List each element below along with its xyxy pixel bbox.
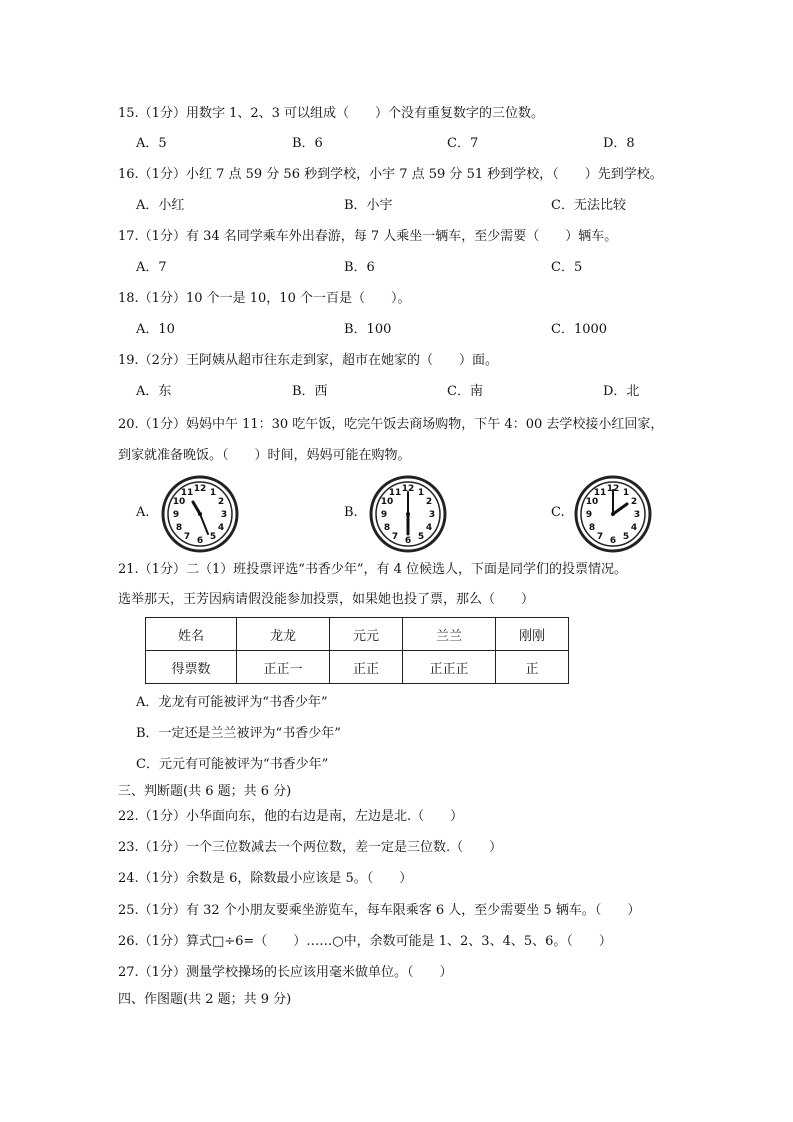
svg-text:7: 7 xyxy=(391,532,399,542)
clock-a-icon xyxy=(160,474,240,554)
svg-text:12: 12 xyxy=(401,484,415,494)
q15-option-d: D．8 xyxy=(603,136,635,151)
q15-option-b: B．6 xyxy=(292,136,323,151)
svg-text:10: 10 xyxy=(380,497,394,507)
q20-option-a: A. xyxy=(136,505,150,520)
q16-option-c: C．无法比较 xyxy=(551,198,626,213)
svg-text:3: 3 xyxy=(220,510,228,520)
svg-text:11: 11 xyxy=(388,488,402,498)
svg-text:5: 5 xyxy=(622,532,630,542)
q15-option-c: C．7 xyxy=(447,136,479,151)
q17-option-a: A．7 xyxy=(136,260,167,275)
question-26: 26.（1分）算式□÷6=（ ）……○中，余数可能是 1、2、3、4、5、6。（ ） xyxy=(118,934,612,949)
svg-text:6: 6 xyxy=(609,536,617,546)
q21-option-b: B．一定还是兰兰被评为“书香少年” xyxy=(136,726,341,741)
svg-text:2: 2 xyxy=(630,497,638,507)
section-3-heading: 三、判断题(共 6 题；共 6 分) xyxy=(118,784,292,799)
svg-text:1: 1 xyxy=(209,488,217,498)
table-header-row xyxy=(146,618,569,651)
table-cell: 得票数 xyxy=(146,651,237,684)
svg-text:4: 4 xyxy=(425,523,433,533)
svg-text:3: 3 xyxy=(428,510,436,520)
q15-option-a: A．5 xyxy=(136,136,167,151)
svg-text:7: 7 xyxy=(596,532,604,542)
svg-text:12: 12 xyxy=(606,484,620,494)
table-cell: 元元 xyxy=(330,618,403,651)
clock-b-icon xyxy=(368,474,448,554)
table-cell: 正正正 xyxy=(403,651,496,684)
clock-c-icon xyxy=(573,474,653,554)
svg-text:2: 2 xyxy=(425,497,433,507)
svg-text:10: 10 xyxy=(172,497,186,507)
question-22: 22.（1分）小华面向东，他的右边是南，左边是北.（ ） xyxy=(118,809,464,824)
question-21-line-2: 选举那天，王芳因病请假没能参加投票，如果她也投了票，那么（ ） xyxy=(118,592,535,607)
vote-table xyxy=(145,617,569,684)
q20-option-b: B. xyxy=(344,505,358,520)
svg-text:2: 2 xyxy=(217,497,225,507)
question-15: 15.（1分）用数字 1、2、3 可以组成（ ）个没有重复数字的三位数。 xyxy=(118,106,545,121)
svg-text:8: 8 xyxy=(588,523,596,533)
q17-option-b: B．6 xyxy=(344,260,375,275)
svg-text:8: 8 xyxy=(175,523,183,533)
svg-text:3: 3 xyxy=(633,510,641,520)
svg-text:11: 11 xyxy=(593,488,607,498)
svg-text:11: 11 xyxy=(180,488,194,498)
svg-text:5: 5 xyxy=(209,532,217,542)
svg-text:1: 1 xyxy=(417,488,425,498)
q21-option-a: A．龙龙有可能被评为“书香少年” xyxy=(136,695,328,710)
q17-option-c: C．5 xyxy=(551,260,583,275)
svg-text:1: 1 xyxy=(622,488,630,498)
question-16: 16.（1分）小红 7 点 59 分 56 秒到学校，小宇 7 点 59 分 51 秒到学校，（ ）先到学校。 xyxy=(118,167,663,182)
section-4-heading: 四、作图题(共 2 题；共 9 分) xyxy=(118,992,292,1007)
svg-text:10: 10 xyxy=(585,497,599,507)
q19-option-a: A．东 xyxy=(136,384,172,399)
table-cell: 正正一 xyxy=(237,651,330,684)
q21-option-c: C．元元有可能被评为“书香少年” xyxy=(136,757,329,772)
table-row xyxy=(146,651,569,684)
q18-option-b: B．100 xyxy=(344,322,392,337)
table-cell: 龙龙 xyxy=(237,618,330,651)
table-cell: 正正 xyxy=(330,651,403,684)
q16-option-b: B．小宇 xyxy=(344,198,393,213)
svg-text:6: 6 xyxy=(404,536,412,546)
question-20-line-2: 到家就准备晚饭。（ ）时间，妈妈可能在购物。 xyxy=(118,448,411,463)
question-25: 25.（1分）有 32 个小朋友要乘坐游览车，每车限乘客 6 人，至少需要坐 5 辆车。（ ） xyxy=(118,903,641,918)
q19-option-b: B．西 xyxy=(292,384,328,399)
question-19: 19.（2分）王阿姨从超市往东走到家，超市在她家的（ ）面。 xyxy=(118,353,498,368)
svg-text:4: 4 xyxy=(630,523,638,533)
question-27: 27.（1分）测量学校操场的长应该用毫米做单位。（ ） xyxy=(118,965,453,980)
question-17: 17.（1分）有 34 名同学乘车外出春游，每 7 人乘坐一辆车，至少需要（ ）辆车。 xyxy=(118,229,618,244)
svg-text:9: 9 xyxy=(172,510,180,520)
question-20-line-1: 20.（1分）妈妈中午 11：30 吃午饭，吃完午饭去商场购物，下午 4：00 去学校接小红回家， xyxy=(118,417,664,432)
svg-text:7: 7 xyxy=(183,532,191,542)
table-cell: 兰兰 xyxy=(403,618,496,651)
svg-text:6: 6 xyxy=(196,536,204,546)
question-21-line-1: 21.（1分）二（1）班投票评选“书香少年”，有 4 位候选人，下面是同学们的投票情况。 xyxy=(118,562,628,577)
table-cell: 姓名 xyxy=(146,618,237,651)
table-cell: 正 xyxy=(496,651,569,684)
q18-option-a: A．10 xyxy=(136,322,175,337)
q19-option-c: C．南 xyxy=(447,384,483,399)
question-23: 23.（1分）一个三位数减去一个两位数，差一定是三位数.（ ） xyxy=(118,840,503,855)
svg-text:5: 5 xyxy=(417,532,425,542)
q19-option-d: D．北 xyxy=(603,384,640,399)
question-18: 18.（1分）10 个一是 10，10 个一百是（ ）。 xyxy=(118,291,411,306)
q18-option-c: C．1000 xyxy=(551,322,608,337)
svg-text:9: 9 xyxy=(585,510,593,520)
question-24: 24.（1分）余数是 6，除数最小应该是 5。（ ） xyxy=(118,871,413,886)
svg-text:9: 9 xyxy=(380,510,388,520)
q16-option-a: A．小红 xyxy=(136,198,185,213)
svg-text:8: 8 xyxy=(383,523,391,533)
q20-option-c: C. xyxy=(551,505,565,520)
svg-text:12: 12 xyxy=(193,484,207,494)
table-cell: 刚刚 xyxy=(496,618,569,651)
svg-text:4: 4 xyxy=(217,523,225,533)
